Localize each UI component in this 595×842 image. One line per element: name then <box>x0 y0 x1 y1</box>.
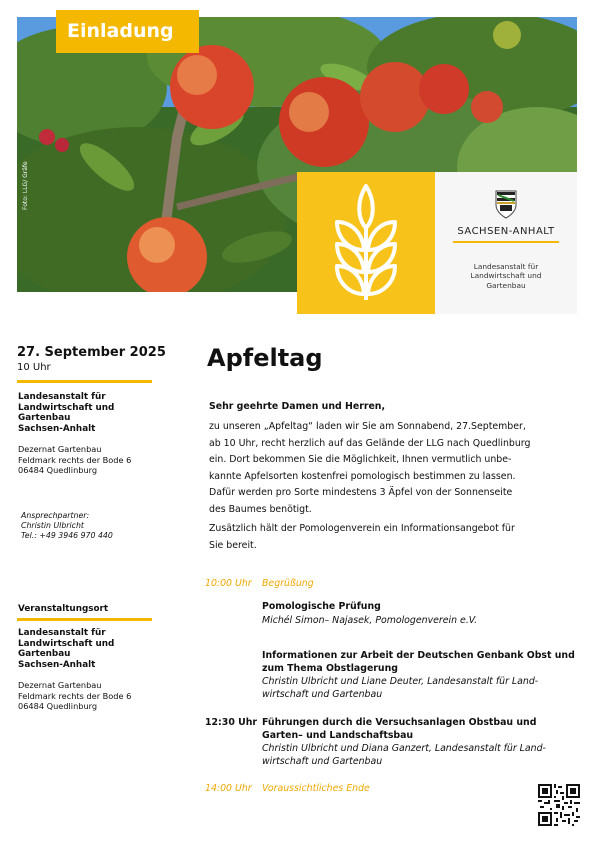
paragraph-line: ab 10 Uhr, recht herzlich auf das Gelände der LLG nach Quedlinburg <box>209 437 531 449</box>
contact-label: Ansprechpartner: <box>21 511 90 520</box>
event-date: 27. September 2025 <box>17 345 166 360</box>
schedule-item-title: Pomologische Prüfung <box>262 601 381 612</box>
schedule-title-line: Führungen durch die Versuchsanlagen Obstbau und <box>262 717 537 728</box>
address-line: Dezernat Gartenbau <box>18 444 102 454</box>
state-logo-text: SACHSEN-ANHALT <box>457 226 555 237</box>
schedule-time: 12:30 Uhr <box>205 717 258 728</box>
schedule-item-speakers: Michél Simon– Najasek, Pomologenverein e.V. <box>262 615 478 626</box>
paragraph-line: Zusätzlich hält der Pomologenverein ein Informationsangebot für <box>209 523 515 534</box>
institute-line: Landesanstalt für <box>473 262 539 271</box>
institute-line: Gartenbau <box>486 280 526 290</box>
organizer-name <box>18 392 114 434</box>
photo-credit: Foto: LLG/ Gräfe <box>22 161 29 210</box>
venue-line: Landwirtschaft und <box>18 638 115 649</box>
page-title: Apfeltag <box>207 344 323 372</box>
wheat-logo-box <box>297 172 435 314</box>
organizer-line: Landesanstalt für <box>18 392 106 402</box>
paragraph-line: zu unseren „Apfeltag“ laden wir Sie am Sonnabend, 27.September, <box>209 421 526 432</box>
organizer-line: Landwirtschaft und <box>18 402 115 413</box>
venue-address <box>18 680 131 712</box>
venue-address-line: Feldmark rechts der Bode 6 <box>18 690 132 701</box>
venue-name <box>18 628 114 670</box>
schedule-speaker-line: wirtschaft und Gartenbau <box>262 688 383 700</box>
schedule-time: 10:00 Uhr <box>205 578 252 589</box>
schedule-item-label: Begrüßung <box>262 578 314 589</box>
date-divider <box>17 380 152 383</box>
schedule-title-line: zum Thema Obstlagerung <box>262 662 398 674</box>
contact-info <box>21 511 113 541</box>
paragraph-line: des Baumes benötigt. <box>209 503 312 515</box>
institute-line: Landwirtschaft und <box>470 271 542 281</box>
paragraph-line: Sie bereit. <box>209 539 257 551</box>
state-logo-box <box>435 172 577 314</box>
schedule-item-label: Voraussichtliches Ende <box>262 783 370 794</box>
schedule-speaker-line: Christin Ulbricht und Diana Ganzert, Landesanstalt für Land- <box>262 743 546 754</box>
schedule-item-speakers <box>262 676 538 702</box>
contact-person: Christin Ulbricht <box>21 521 84 530</box>
schedule-speaker-line: wirtschaft und Gartenbau <box>262 755 383 767</box>
schedule-title-line: Informationen zur Arbeit der Deutschen Genbank Obst und <box>262 650 575 661</box>
venue-address-line: 06484 Quedlinburg <box>18 701 98 711</box>
venue-line: Sachsen-Anhalt <box>18 659 96 670</box>
paragraph-line: kannte Apfelsorten kostenfrei pomologisch bestimmen zu lassen. <box>209 470 516 482</box>
schedule-speaker-line: Christin Ulbricht und Liane Deuter, Landesanstalt für Land- <box>262 676 539 687</box>
schedule-item-title <box>262 717 536 743</box>
schedule-item-title <box>262 650 575 676</box>
venue-line: Landesanstalt für <box>18 628 106 638</box>
schedule-item-speakers <box>262 743 546 769</box>
organizer-line: Gartenbau <box>18 413 71 424</box>
venue-address-line: Dezernat Gartenbau <box>18 680 102 690</box>
institute-name <box>435 262 577 290</box>
coat-of-arms-icon <box>494 189 518 219</box>
address-line: Feldmark rechts der Bode 6 <box>18 454 132 465</box>
organizer-address <box>18 444 131 476</box>
invitation-banner: Einladung <box>56 10 199 53</box>
greeting: Sehr geehrte Damen und Herren, <box>209 401 386 412</box>
intro-paragraph <box>209 419 530 519</box>
contact-phone: Tel.: +49 3946 970 440 <box>21 531 113 540</box>
address-line: 06484 Quedlinburg <box>18 465 98 475</box>
venue-line: Gartenbau <box>18 649 71 660</box>
extra-paragraph <box>209 521 515 554</box>
venue-divider <box>17 618 152 621</box>
schedule-time: 14:00 Uhr <box>205 783 252 794</box>
state-logo-underline <box>453 241 559 243</box>
organizer-line: Sachsen-Anhalt <box>18 423 96 434</box>
wheat-icon <box>297 172 435 314</box>
qr-code[interactable] <box>538 784 580 826</box>
schedule-title-line: Garten– und Landschaftsbau <box>262 729 414 741</box>
qr-code-icon <box>538 784 580 826</box>
paragraph-line: Dafür werden pro Sorte mindestens 3 Äpfel von der Sonnenseite <box>209 487 513 499</box>
paragraph-line: ein. Dort bekommen Sie die Möglichkeit, Ihnen vermutlich unbe- <box>209 454 512 466</box>
event-time: 10 Uhr <box>17 362 51 373</box>
venue-heading: Veranstaltungsort <box>18 604 109 614</box>
